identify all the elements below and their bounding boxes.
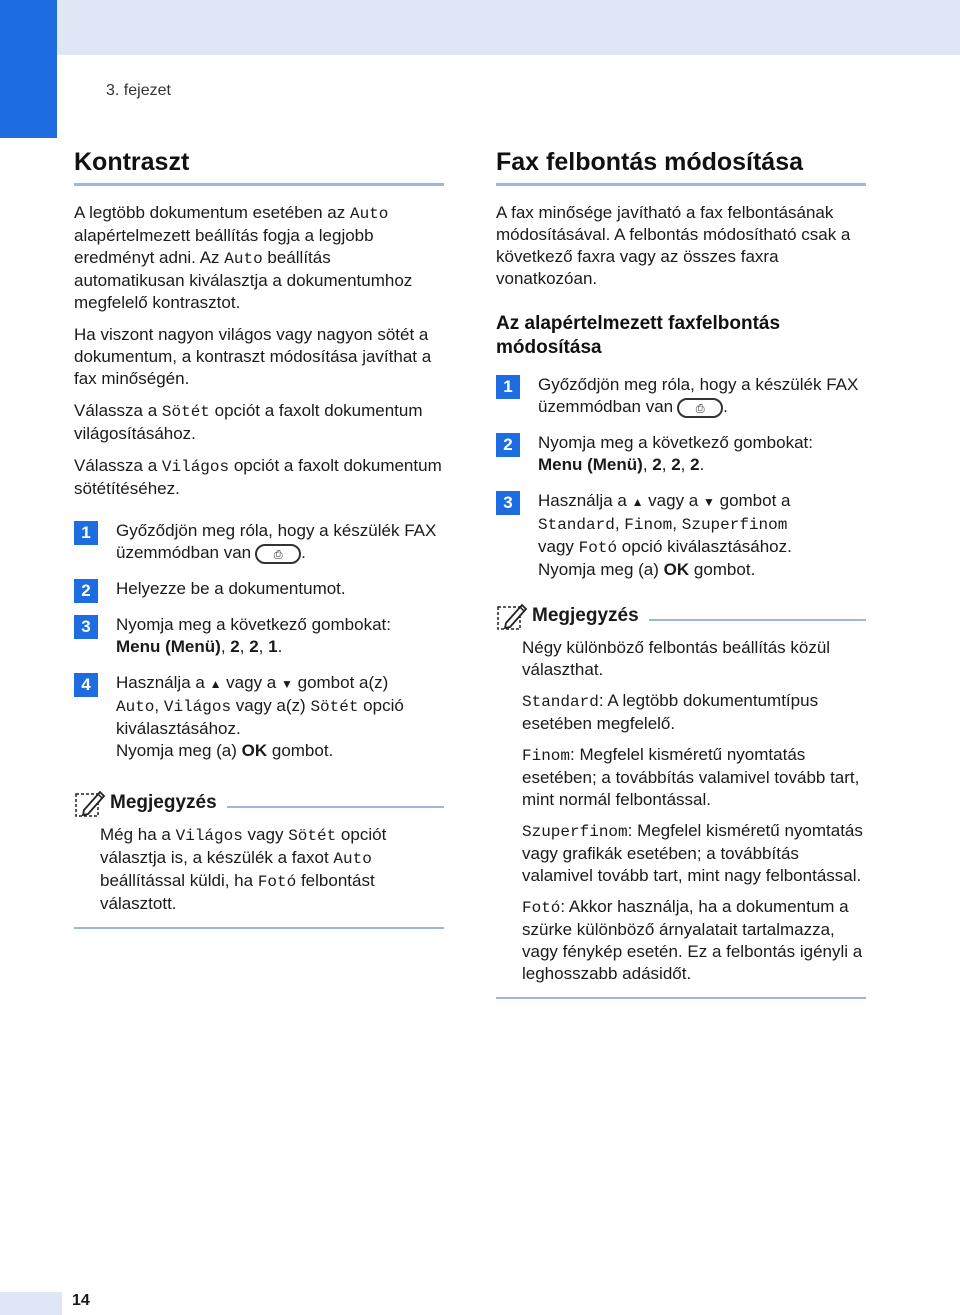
note-title: Megjegyzés xyxy=(110,792,217,813)
step: 2 Helyezze be a dokumentumot. xyxy=(74,578,444,600)
step-number: 3 xyxy=(496,491,520,515)
step-number: 2 xyxy=(74,579,98,603)
paragraph: Válassza a Sötét opciót a faxolt dokumentum világosításához. xyxy=(74,401,423,443)
note-item: Szuperfinom: Megfelel kisméretű nyomtatás vagy grafikák esetében; a továbbítás valamivel tovább tart, mint nagy felbontással. xyxy=(522,821,863,885)
paragraph: A legtöbb dokumentum esetében az Auto alapértelmezett beállítás fogja a legjobb eredményt adni. Az Auto beállítás automatikusan kiválasztja a dokumentumhoz megfelelő kontrasztot. xyxy=(74,203,413,312)
step: 2 Nyomja meg a következő gombokat: Menu (Menü), 2, 2, 2. xyxy=(496,432,866,476)
page-number: 14 xyxy=(72,1292,90,1309)
subsection-title: Az alapértelmezett faxfelbontás módosítása xyxy=(496,313,781,358)
note-pencil-icon xyxy=(74,788,106,818)
step: 3 Használja a ▲ vagy a ▼ gombot a Standard, Finom, Szuperfinom vagy Fotó opció kiválasztásához. Nyomja meg (a) OK gombot. xyxy=(496,490,866,581)
up-arrow-icon: ▲ xyxy=(209,677,222,691)
option-auto: Auto xyxy=(349,205,389,223)
chapter-tab xyxy=(0,0,57,138)
step: 1 Győződjön meg róla, hogy a készülék FAX üzemmódban van ⎙ . xyxy=(496,374,866,418)
step-number: 3 xyxy=(74,615,98,639)
option-auto: Auto xyxy=(224,250,263,268)
note-pencil-icon xyxy=(496,601,528,631)
chapter-label: 3. fejezet xyxy=(106,82,171,99)
section-title-contrast: Kontraszt xyxy=(74,146,444,186)
note-box xyxy=(496,601,866,999)
section-title-resolution: Fax felbontás módosítása xyxy=(496,146,866,186)
up-arrow-icon: ▲ xyxy=(631,495,644,509)
left-column xyxy=(74,146,444,929)
option-light: Világos xyxy=(161,458,230,476)
step-number: 1 xyxy=(74,521,98,545)
paragraph: Válassza a Világos opciót a faxolt dokumentum sötétítéséhez. xyxy=(74,456,442,498)
step: 1 Győződjön meg róla, hogy a készülék FAX üzemmódban van ⎙ . xyxy=(74,520,444,564)
note-text: Négy különböző felbontás beállítás közül választhat. xyxy=(522,638,831,679)
right-column xyxy=(496,146,866,999)
down-arrow-icon: ▼ xyxy=(703,495,715,509)
fax-mode-icon: ⎙ xyxy=(255,544,301,564)
note-item: Standard: A legtöbb dokumentumtípus esetében megfelelő. xyxy=(522,691,819,733)
down-arrow-icon: ▼ xyxy=(281,677,293,691)
note-title: Megjegyzés xyxy=(532,605,639,626)
note-box xyxy=(74,788,444,929)
step-number: 1 xyxy=(496,375,520,399)
note-item: Fotó: Akkor használja, ha a dokumentum a szürke különböző árnyalatait tartalmazza, vagy fénykép esetén. Ez a felbontás igényli a leghosszabb adásidőt. xyxy=(522,897,863,983)
step-number: 4 xyxy=(74,673,98,697)
step: 4 Használja a ▲ vagy a ▼ gombot a(z) Auto, Világos vagy a(z) Sötét opció kiválasztásához. Nyomja meg (a) OK gombot. xyxy=(74,672,444,762)
header-band xyxy=(0,0,960,55)
fax-mode-icon: ⎙ xyxy=(677,398,723,418)
paragraph: Ha viszont nagyon világos vagy nagyon sötét a dokumentum, a kontraszt módosítása javíthat a fax minőségén. xyxy=(74,325,432,388)
note-text: Még ha a Világos vagy Sötét opciót választja is, a készülék a faxot Auto beállítással küldi, ha Fotó felbontást választott. xyxy=(100,825,387,913)
option-dark: Sötét xyxy=(161,403,210,421)
step-number: 2 xyxy=(496,433,520,457)
paragraph: A fax minősége javítható a fax felbontásának módosításával. A felbontás módosítható csak a következő faxra vagy az összes faxra vonatkozóan. xyxy=(496,203,851,288)
note-item: Finom: Megfelel kisméretű nyomtatás esetében; a továbbítás valamivel tovább tart, mint normál felbontással. xyxy=(522,745,860,809)
step: 3 Nyomja meg a következő gombokat: Menu (Menü), 2, 2, 1. xyxy=(74,614,444,658)
page-number-band xyxy=(0,1292,62,1315)
